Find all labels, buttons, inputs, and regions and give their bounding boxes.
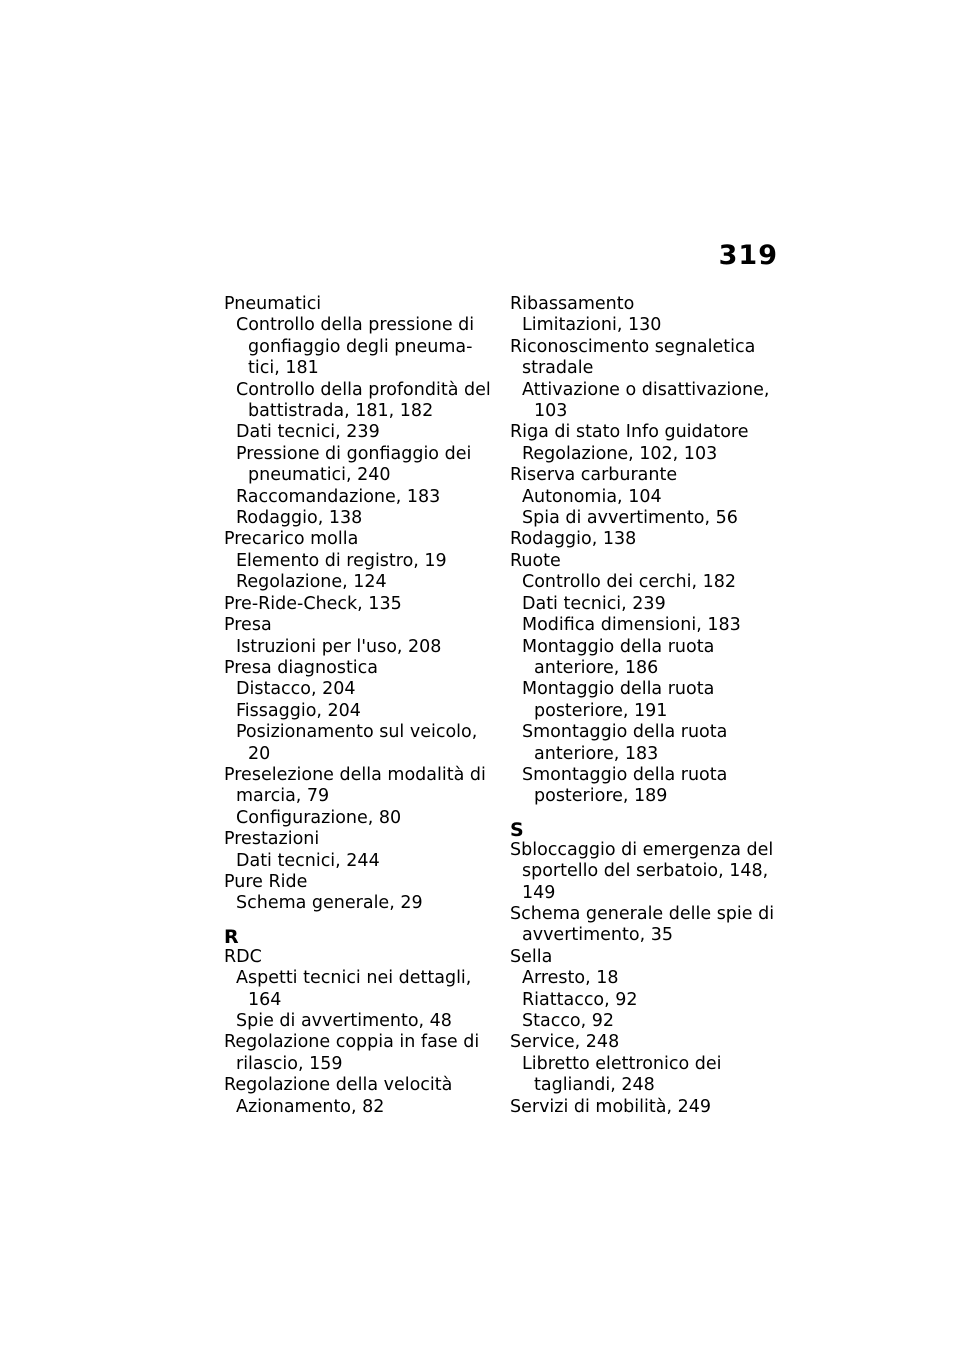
index-subentry: Riattacco, 92 [522,989,638,1010]
index-subentry: Dati tecnici, 239 [522,593,666,614]
page-number: 319 [718,240,778,271]
index-subentry: Regolazione, 102, 103 [522,443,718,464]
index-entry: Riserva carburante [510,465,678,486]
index-entry: Ribassamento [510,294,635,314]
index-subentry: Distacco, 204 [236,679,356,700]
index-entry: Presa diagnostica [224,657,379,678]
index-subentry: Limitazioni, 130 [522,315,662,336]
index-entry: Regolazione coppia in fase di rilascio, 159 [224,1032,480,1074]
index-subentry: Istruzioni per l'uso, 208 [236,636,442,657]
index-subentry: Dati tecnici, 244 [236,850,380,871]
index-subentry: Spie di avvertimento, 48 [236,1011,452,1031]
index-column-left [224,294,492,1118]
index-subentry: Posizionamento sul veicolo, 20 [236,722,478,764]
index-entry: Servizi di mobilità, 249 [510,1096,711,1117]
index-entry: RDC [224,946,262,967]
index-entry: Pure Ride [224,871,308,892]
index-subentry: Controllo dei cerchi, 182 [522,572,736,593]
index-subentry: Montaggio della ruota anteriore, 186 [522,636,715,678]
index-subentry: Attivazione o disattivazione, 103 [522,379,770,422]
index-subentry: Azionamento, 82 [236,1096,385,1117]
index-subentry: Pressione di gonfiaggio dei pneumatici, 240 [236,443,472,486]
index-subentry: Controllo della pressione di gonfiaggio degli pneumatici, 181 [236,315,475,379]
index-subentry: Arresto, 18 [522,968,619,989]
index-entry: Schema generale delle spie di avvertimento, 35 [510,903,775,946]
index-entry: Service, 248 [510,1032,620,1053]
index-subentry: Dati tecnici, 239 [236,422,380,443]
index-subentry: Montaggio della ruota posteriore, 191 [522,679,715,721]
index-entry: Preselezione della modalità di marcia, 79 [224,764,486,807]
index-entry: Presa [224,615,272,636]
index-subentry: Fissaggio, 204 [236,700,361,721]
index-entry: Sbloccaggio di emergenza del sportello del serbatoio, 148, 149 [510,839,774,903]
index-entry: Riconoscimento segnaletica stradale [510,336,756,379]
index-subentry: Stacco, 92 [522,1011,615,1031]
index-entry: Pre-Ride-Check, 135 [224,593,402,614]
index-entry: Sella [510,946,553,967]
index-entry: Regolazione della velocità [224,1075,453,1096]
index-subentry: Elemento di registro, 19 [236,550,447,571]
index-subentry: Smontaggio della ruota posteriore, 189 [522,764,728,807]
index-entry: Ruote [510,550,561,571]
index-subentry: Modifica dimensioni, 183 [522,615,741,636]
index-subentry: Regolazione, 124 [236,572,387,593]
index-entry: Prestazioni [224,829,320,850]
index-subentry: Rodaggio, 138 [236,508,363,529]
index-subentry: Configurazione, 80 [236,807,402,828]
section-letter: R [224,925,239,948]
index-subentry: Libretto elettronico dei tagliandi, 248 [522,1053,722,1096]
index-entry: Rodaggio, 138 [510,529,637,550]
index-entry: Precarico molla [224,529,359,550]
index-subentry: Spia di avvertimento, 56 [522,508,738,529]
index-subentry: Controllo della profondità del battistrada, 181, 182 [236,379,491,422]
index-subentry: Schema generale, 29 [236,893,423,914]
index-subentry: Raccomandazione, 183 [236,486,441,507]
index-subentry: Aspetti tecnici nei dettagli, 164 [236,968,472,1010]
index-subentry: Autonomia, 104 [522,486,662,507]
index-entry: Riga di stato Info guidatore [510,422,749,443]
section-letter: S [510,818,524,841]
index-subentry: Smontaggio della ruota anteriore, 183 [522,722,728,764]
index-column-right [510,294,780,1118]
index-entry: Pneumatici [224,294,322,314]
